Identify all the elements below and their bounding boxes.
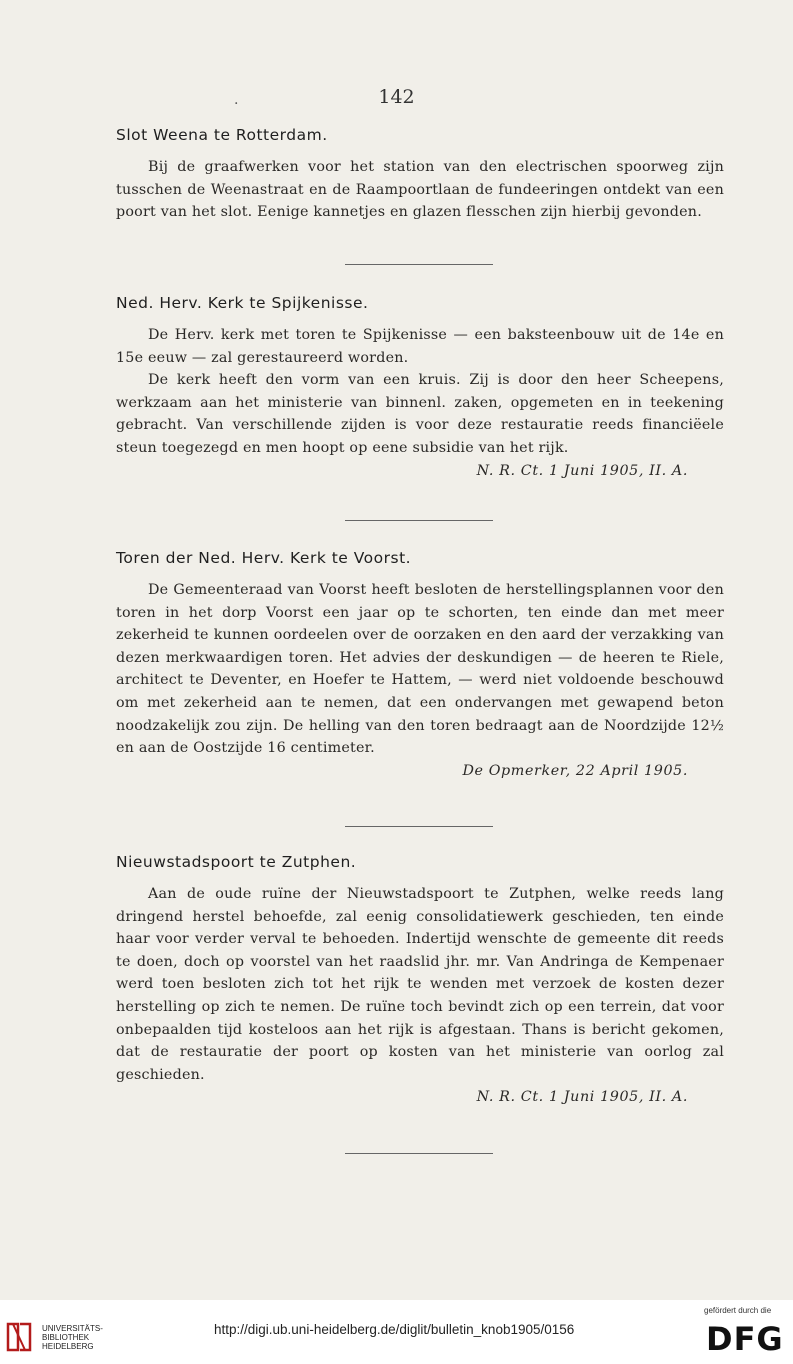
article-heading: Ned. Herv. Kerk te Spijkenisse. (116, 294, 369, 312)
funding-note: gefördert durch die (704, 1306, 772, 1315)
university-library-name (42, 1324, 103, 1351)
article-paragraph: De Gemeenteraad van Voorst heeft besloten de herstellingsplannen voor den toren in het dorp Voorst een jaar op te schorten, ten einde dan met meer zekerheid te kunnen oordeelen over de oorzaken en den aard der verzakking van dezen merkwaardigen toren. Het advies der deskundigen — de heeren te Riele, architect te Deventer, en Hoefer te Hattem, — werd niet voldoende beschouwd om met zekerheid aan te nemen, dat een ondervangen met gewapend beton noodzakelijk zou zijn. De helling van den toren bedraagt aan de Noordzijde 12½ en aan de Oostzijde 16 centimeter. (116, 582, 724, 757)
article-zutphen (116, 853, 724, 1109)
section-divider (345, 826, 493, 827)
article-slot-weena (116, 126, 724, 224)
article-paragraph: De kerk heeft den vorm van een kruis. Zij is door den heer Scheepens, werkzaam aan het ministerie van binnenl. zaken, opgemeten en in teekening gebracht. Van verschillende zijden is voor deze restauratie reeds financiëele steun toegezegd en men hoopt op eene subsidie van het rijk. (116, 372, 724, 456)
article-heading: Slot Weena te Rotterdam. (116, 126, 328, 144)
article-source: De Opmerker, 22 April 1905. (462, 762, 688, 779)
article-paragraph: De Herv. kerk met toren te Spijkenisse — een baksteenbouw uit de 14e en 15e eeuw — zal gerestaureerd worden. (116, 327, 724, 366)
article-source: N. R. Ct. 1 Juni 1905, II. A. (476, 462, 688, 479)
digitization-footer (0, 1300, 793, 1364)
article-heading: Toren der Ned. Herv. Kerk te Voorst. (116, 549, 412, 567)
article-paragraph: Aan de oude ruïne der Nieuwstadspoort te Zutphen, welke reeds lang dringend herstel behoefde, zal eenig consolidatiewerk geschieden, ten einde haar voor verder verval te behoeden. Indertijd wenschte de gemeente dit reeds te doen, doch op voorstel van het raadslid jhr. mr. Van Andringa de Kempenaer werd toen besloten zich tot het rijk te wenden met verzoek de kosten dezer herstelling op zich te nemen. De ruïne toch bevindt zich op een terrein, dat voor onbepaalden tijd kosteloos aan het rijk is afgestaan. Thans is bericht gekomen, dat de restauratie der poort op kosten van het ministerie van oorlog zal geschieden. (116, 886, 724, 1083)
section-divider (345, 1153, 493, 1154)
library-name-line: UNIVERSITÄTS- (42, 1324, 103, 1333)
article-source: N. R. Ct. 1 Juni 1905, II. A. (476, 1089, 688, 1106)
library-name-line: HEIDELBERG (42, 1342, 94, 1351)
section-divider (345, 520, 493, 521)
section-divider (345, 264, 493, 265)
permalink-url[interactable]: http://digi.ub.uni-heidelberg.de/diglit/bulletin_knob1905/0156 (214, 1322, 575, 1337)
article-voorst (116, 549, 724, 782)
library-name-line: BIBLIOTHEK (42, 1333, 90, 1342)
speck-mark: . (234, 92, 239, 108)
page-number: 142 (378, 86, 415, 108)
dfg-logo: DFG (706, 1320, 784, 1358)
article-paragraph: Bij de graafwerken voor het station van den electrischen spoorweg zijn tusschen de Weenastraat en de Raampoortlaan de fundeeringen ontdekt van een poort van het slot. Eenige kannetjes en glazen flesschen zijn hierbij gevonden. (116, 159, 724, 221)
article-heading: Nieuwstadspoort te Zutphen. (116, 853, 357, 871)
university-library-logo-icon (6, 1320, 36, 1354)
article-spijkenisse (116, 294, 724, 482)
